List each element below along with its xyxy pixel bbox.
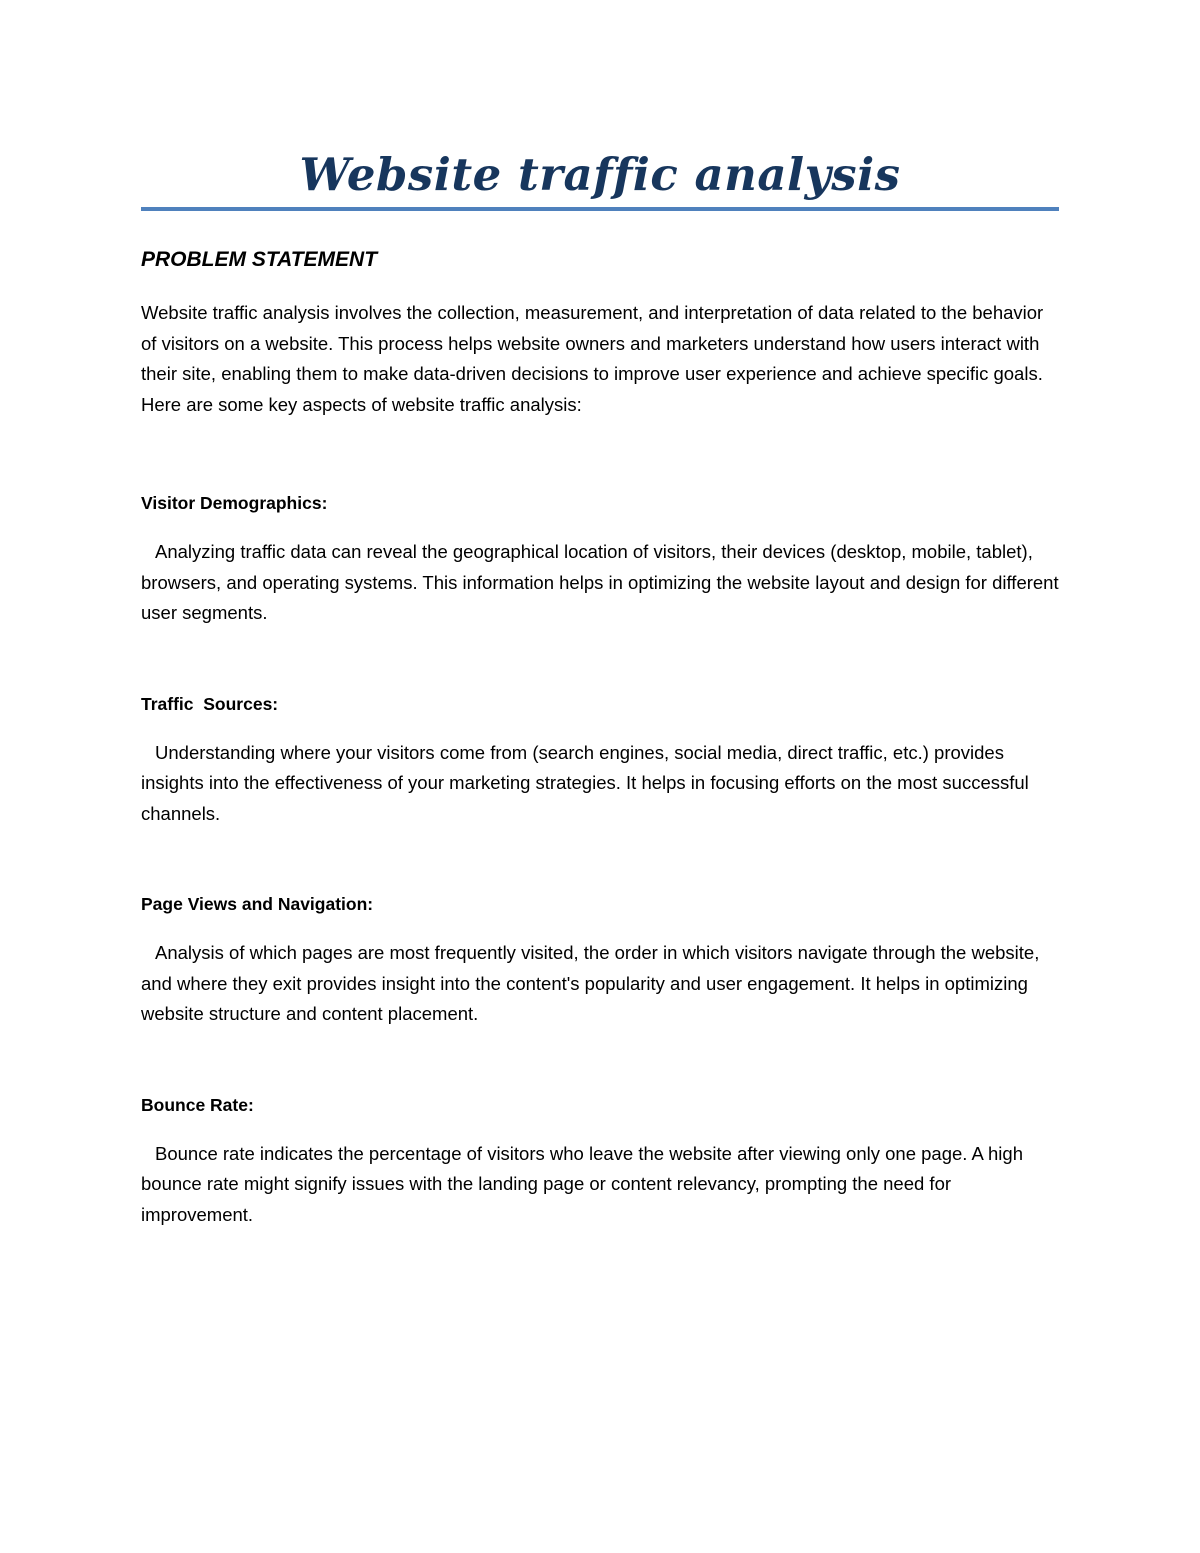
- document-body: [141, 240, 1059, 1230]
- section-heading: Visitor Demographics:: [141, 493, 328, 513]
- section-bounce-rate: [141, 1090, 1059, 1231]
- section-heading: Bounce Rate:: [141, 1094, 254, 1115]
- spacer: [141, 420, 1059, 488]
- document-title: Website traffic analysis: [299, 148, 901, 201]
- section-body: Analysis of which pages are most frequently visited, the order in which visitors navigate through the website, and where they exit provides insight into the content's popularity and user engagement. It helps in optimizing website structure and content placement.: [141, 942, 1040, 1024]
- section-body: Bounce rate indicates the percentage of visitors who leave the website after viewing only one page. A high bounce rate might signify issues with the landing page or content relevancy, prompting the need for improvement.: [141, 1142, 1023, 1225]
- spacer: [141, 829, 1059, 889]
- section-traffic-sources: [141, 689, 1059, 830]
- title-underline: [141, 207, 1059, 211]
- problem-statement-heading: PROBLEM STATEMENT: [141, 248, 378, 271]
- section-page-views-navigation: [141, 889, 1059, 1030]
- intro-paragraph: Website traffic analysis involves the collection, measurement, and interpretation of data related to the behavior of visitors on a website. This process helps website owners and marketers understand how users interact with their site, enabling them to make data-driven decisions to improve user experience and achieve specific goals. Here are some key aspects of website traffic analysis:: [141, 302, 1044, 415]
- section-visitor-demographics: [141, 488, 1059, 629]
- section-body: Understanding where your visitors come from (search engines, social media, direct traffic, etc.) provides insights into the effectiveness of your marketing strategies. It helps in focusing efforts on the most successful channels.: [141, 741, 1029, 824]
- section-heading: Traffic Sources:: [141, 693, 279, 714]
- spacer: [141, 1030, 1059, 1090]
- section-heading: Page Views and Navigation:: [141, 894, 374, 914]
- section-body: Analyzing traffic data can reveal the geographical location of visitors, their devices (desktop, mobile, tablet), browsers, and operating systems. This information helps in optimizing the website layout and design for different user segments.: [141, 541, 1059, 623]
- spacer: [141, 629, 1059, 689]
